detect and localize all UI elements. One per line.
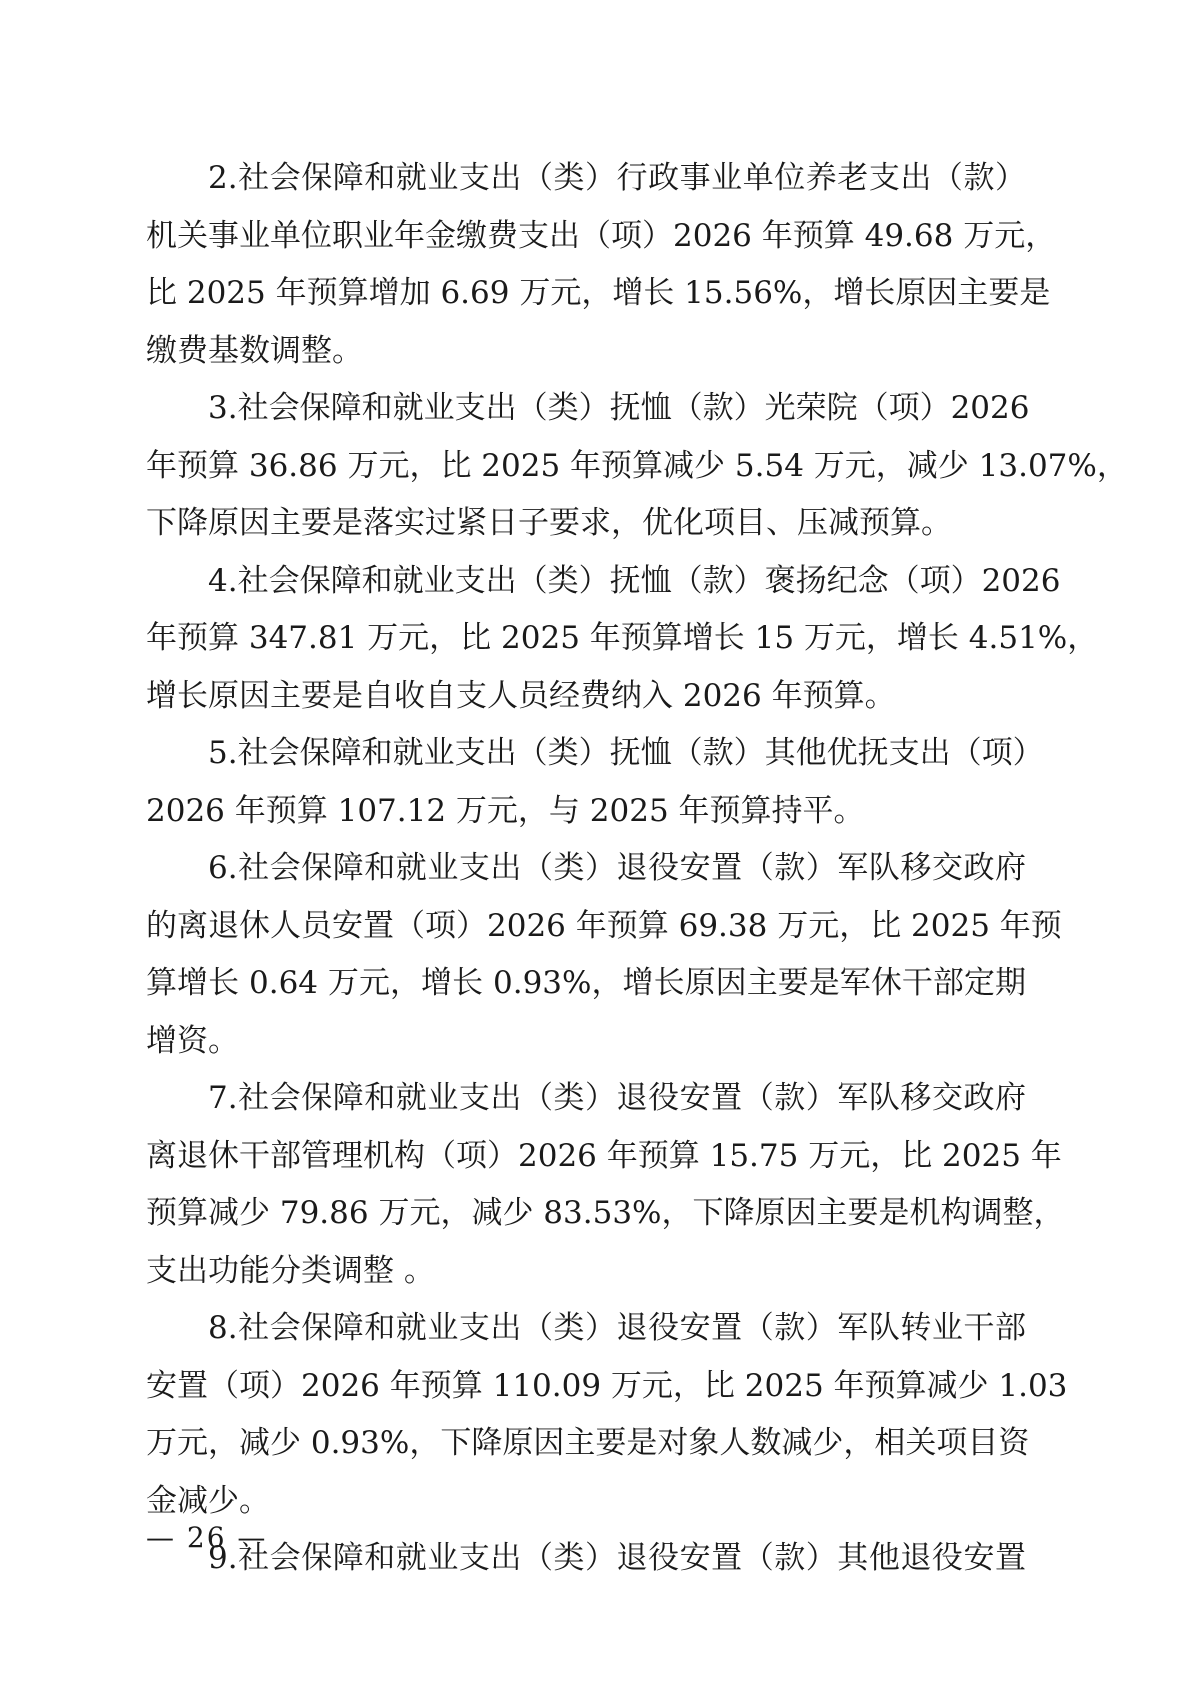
text-line: 8.社会保障和就业支出（类）退役安置（款）军队转业干部 — [208, 1310, 1026, 1346]
text-line: 机关事业单位职业年金缴费支出（项）2026 年预算 49.68 万元， — [146, 217, 1057, 254]
text-line: 年预算 36.86 万元，比 2025 年预算减少 5.54 万元，减少 13.07%， — [146, 447, 1128, 484]
text-line: 比 2025 年预算增加 6.69 万元，增长 15.56%，增长原因主要是 — [146, 275, 1051, 311]
text-line: 6.社会保障和就业支出（类）退役安置（款）军队移交政府 — [208, 850, 1026, 886]
text-line: 的离退休人员安置（项）2026 年预算 69.38 万元，比 2025 年预 — [146, 907, 1062, 944]
text-line: 缴费基数调整。 — [146, 332, 363, 369]
paragraph-item-3 — [146, 380, 1128, 553]
text-line: 金减少。 — [146, 1482, 270, 1519]
paragraph-item-2 — [146, 150, 1057, 380]
text-line: 下降原因主要是落实过紧日子要求，优化项目、压减预算。 — [146, 505, 952, 541]
document-body — [146, 150, 1128, 1588]
text-line: 安置（项）2026 年预算 110.09 万元，比 2025 年预算减少 1.03 — [146, 1367, 1068, 1404]
paragraph-item-9 — [146, 1530, 1026, 1588]
paragraph-item-4 — [146, 553, 1099, 726]
text-line: 增资。 — [146, 1022, 239, 1059]
text-line: 3.社会保障和就业支出（类）抚恤（款）光荣院（项）2026 — [208, 390, 1030, 426]
text-line: 4.社会保障和就业支出（类）抚恤（款）褒扬纪念（项）2026 — [208, 562, 1061, 599]
text-line: 离退休干部管理机构（项）2026 年预算 15.75 万元，比 2025 年 — [146, 1137, 1062, 1174]
text-line: 9.社会保障和就业支出（类）退役安置（款）其他退役安置 — [208, 1540, 1026, 1576]
text-line: 7.社会保障和就业支出（类）退役安置（款）军队移交政府 — [208, 1080, 1026, 1116]
paragraph-item-7 — [146, 1070, 1065, 1300]
paragraph-item-5 — [146, 725, 1044, 840]
text-line: 2026 年预算 107.12 万元，与 2025 年预算持平。 — [146, 792, 865, 829]
text-line: 2.社会保障和就业支出（类）行政事业单位养老支出（款） — [208, 160, 1026, 196]
text-line: 预算减少 79.86 万元，减少 83.53%，下降原因主要是机构调整， — [146, 1195, 1065, 1231]
paragraph-item-8 — [146, 1300, 1068, 1530]
paragraph-item-6 — [146, 840, 1062, 1070]
text-line: 万元，减少 0.93%，下降原因主要是对象人数减少，相关项目资 — [146, 1425, 1030, 1461]
text-line: 增长原因主要是自收自支人员经费纳入 2026 年预算。 — [146, 677, 896, 714]
text-line: 5.社会保障和就业支出（类）抚恤（款）其他优抚支出（项） — [208, 735, 1044, 771]
text-line: 算增长 0.64 万元，增长 0.93%，增长原因主要是军休干部定期 — [146, 965, 1026, 1001]
text-line: 年预算 347.81 万元，比 2025 年预算增长 15 万元，增长 4.51%， — [146, 620, 1099, 656]
page-number: — 26 — — [146, 1521, 268, 1554]
text-line: 支出功能分类调整 。 — [146, 1252, 435, 1289]
